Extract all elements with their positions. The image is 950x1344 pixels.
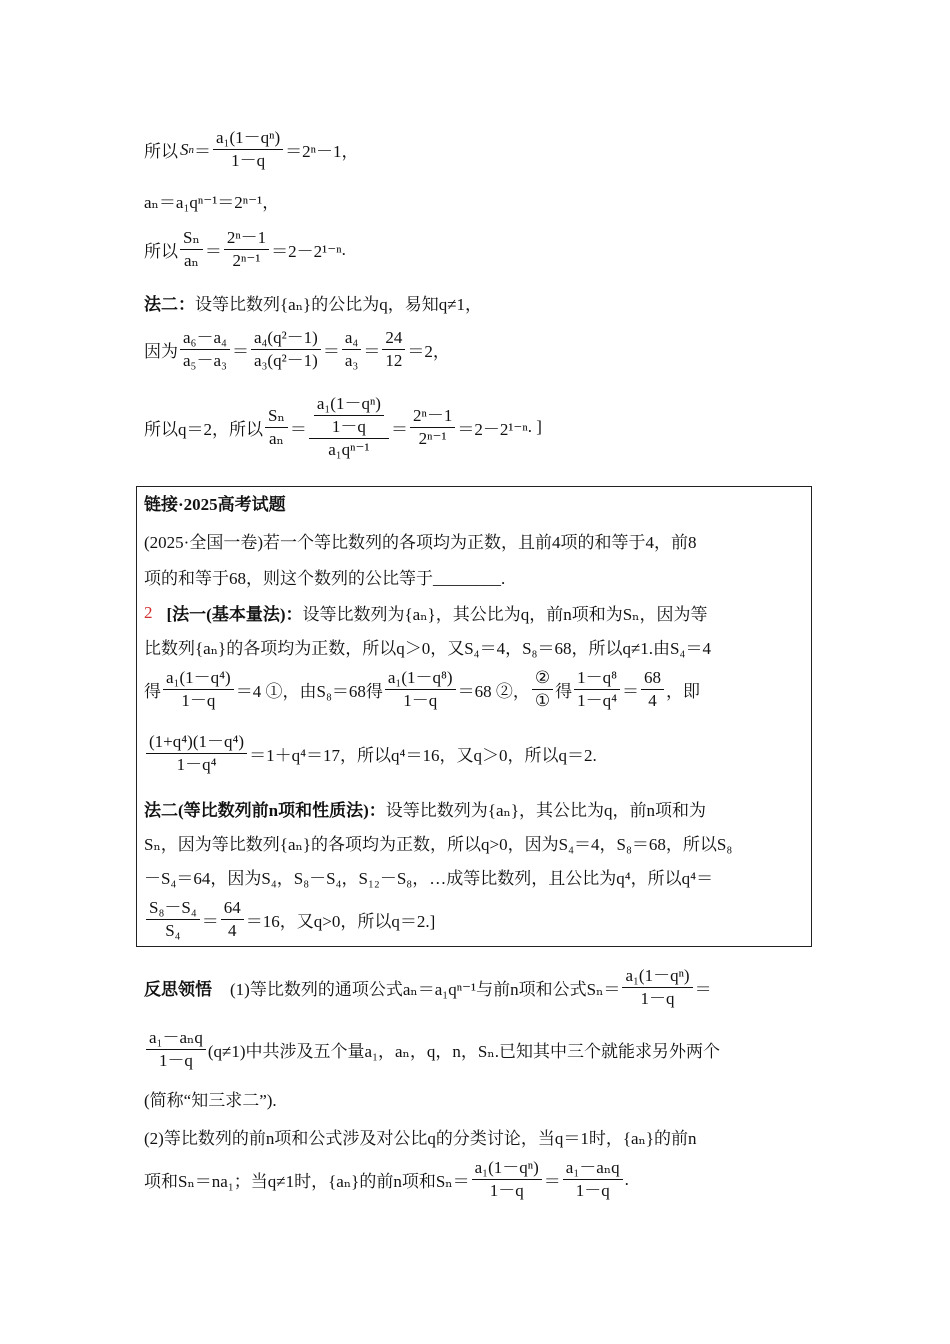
eq: ＝ [390, 419, 408, 439]
eq: ＝ [231, 342, 249, 361]
numerator: a₁－aₙq [563, 1158, 623, 1180]
denominator: 1－q [158, 1051, 193, 1070]
fraction [314, 394, 384, 437]
denominator: S₄ [165, 921, 181, 940]
text: (2025·全国一卷)若一个等比数列的各项均为正数，且前4项的和等于4，前8 [144, 533, 697, 552]
numerator: a₁－aₙq [146, 1028, 206, 1050]
text: 设等比数列{aₙ}的公比为q，易知q≠1， [195, 295, 483, 314]
numerator: a₄ [342, 328, 361, 350]
denominator: 2ⁿ⁻¹ [232, 251, 261, 270]
text: 所以 [144, 142, 178, 161]
text: 项和Sₙ＝na₁；当q≠1时，{aₙ}的前n项和Sₙ＝ [144, 1172, 470, 1191]
text: 得 [144, 682, 161, 701]
eq: ＝ [201, 912, 219, 931]
denominator: a₅－a₃ [183, 351, 227, 370]
text: ＝1＋q⁴＝17，所以q⁴＝16，又q＞0，所以q＝2. [249, 746, 597, 765]
fraction [251, 328, 321, 371]
method1-line-2 [144, 634, 711, 659]
fraction [641, 668, 664, 711]
fraction [622, 966, 692, 1009]
fraction [385, 668, 456, 711]
text: 设等比数列为{aₙ}，其公比为q，前n项和为 [385, 801, 706, 820]
method1-line-1 [144, 600, 708, 625]
denominator: aₙ [183, 251, 199, 270]
eq: ＝ [204, 242, 222, 261]
reflect-line-2 [144, 1028, 720, 1071]
numerator: 2ⁿ－1 [410, 406, 455, 428]
eq: ＝ [363, 342, 381, 361]
box-title [144, 490, 286, 515]
denominator: ① [534, 691, 551, 710]
value: ＝2－2¹⁻ⁿ [457, 419, 528, 439]
fraction [410, 406, 455, 449]
punct: . [341, 239, 346, 259]
fraction [472, 1158, 542, 1201]
text: (简称“知三求二”). [144, 1091, 277, 1110]
denominator: 1－q⁴ [176, 755, 217, 774]
punct: ， [262, 193, 280, 212]
numerator: a₄(q²－1) [251, 328, 321, 350]
numerator: S₈－S₄ [146, 898, 200, 920]
line-an-formula [144, 188, 279, 213]
value: ＝2 [407, 342, 433, 361]
denominator: 2ⁿ⁻¹ [418, 428, 447, 448]
value: ＝2－2¹⁻ⁿ [271, 242, 342, 261]
method-label: [法一(基本量法)： [166, 605, 303, 624]
method2-line-1 [144, 796, 706, 821]
numerator [309, 394, 389, 439]
fraction [224, 228, 269, 271]
method1-line-4 [144, 732, 597, 775]
denominator: a₃(q²－1) [253, 351, 318, 370]
text: (2)等比数列的前n项和公式涉及对公比q的分类讨论，当q＝1时，{aₙ}的前n [144, 1129, 697, 1148]
text: ＝68 ②， [457, 682, 530, 701]
text: 比数列{aₙ}的各项均为正数，所以q＞0，又S₄＝4，S₈＝68，所以q≠1.由S₄＝4 [144, 639, 711, 658]
punct: ， [341, 142, 359, 161]
denominator: aₙ [268, 428, 284, 448]
numerator: (1+q⁴)(1－q⁴) [146, 732, 247, 754]
text: 因为 [144, 342, 178, 361]
fraction [146, 1028, 206, 1071]
text: Sₙ，因为等比数列{aₙ}的各项均为正数，所以q>0，因为S₄＝4，S₈＝68，所以S₈ [144, 835, 733, 854]
method-label: 法二(等比数列前n项和性质法)： [144, 801, 386, 820]
denominator: 1－q [231, 151, 266, 170]
numerator: 2ⁿ－1 [224, 228, 269, 250]
line-sn-formula: 所以 S n ＝ $\frac{\text{a₁(1－qⁿ)}}{1-q}$ ＝2ⁿ－1 ， [144, 128, 359, 170]
question-line-2 [144, 564, 505, 589]
text: ＝4 ①，由S₈＝68得 [235, 682, 383, 701]
method-label: 法二： [144, 295, 195, 314]
numerator: a₆－a₄ [180, 328, 230, 350]
fraction [574, 668, 620, 711]
text: 所以 [144, 242, 178, 261]
text: ＝16，又q>0，所以q＝2.] [245, 912, 436, 931]
punct: ， [432, 342, 450, 361]
line-sn-over-an [144, 228, 346, 271]
denominator: a₁qⁿ⁻¹ [328, 440, 370, 459]
text: ，即 [666, 682, 701, 701]
fraction [180, 228, 203, 271]
method1-line-3 [144, 668, 700, 711]
denominator: a₃ [344, 351, 359, 370]
method2-line-2 [144, 830, 732, 855]
question-line-1 [144, 528, 696, 553]
denominator: 4 [228, 921, 237, 940]
fraction [382, 328, 405, 371]
text: (1)等比数列的通项公式aₙ＝a₁qⁿ⁻¹与前n项和公式Sₙ＝ [230, 980, 621, 999]
eq: ＝ [322, 342, 340, 361]
denominator: 1－q [575, 1181, 610, 1200]
eq: ＝ [289, 419, 307, 439]
fraction [532, 668, 553, 711]
fraction [563, 1158, 623, 1201]
numerator: a₁(1－qⁿ) [314, 394, 384, 416]
denominator: 1－q [181, 691, 216, 710]
compound-fraction [309, 394, 389, 460]
title-text: 链接·2025高考试题 [144, 495, 286, 514]
denominator: 1－q [331, 417, 366, 436]
numerator: Sₙ [265, 406, 288, 428]
numerator: a₁(1－qⁿ) [213, 128, 283, 150]
numerator: 24 [382, 328, 405, 350]
reflect-line-4 [144, 1124, 697, 1149]
text: (q≠1)中共涉及五个量a₁，aₙ，q，n，Sₙ.已知其中三个就能求另外两个 [207, 1042, 720, 1061]
text: aₙ＝a₁qⁿ⁻¹＝2ⁿ⁻¹ [144, 193, 263, 212]
fraction [265, 406, 288, 449]
text: 项的和等于68，则这个数列的公比等于________. [144, 569, 506, 588]
method2-line-4 [144, 898, 435, 941]
denominator: 12 [385, 351, 403, 370]
line-conclusion [144, 394, 542, 460]
text: 得 [555, 682, 573, 701]
denominator: 4 [648, 691, 657, 710]
line-ratio [144, 328, 450, 371]
denominator: 1－q⁴ [577, 691, 618, 710]
fraction [146, 732, 247, 775]
fraction [342, 328, 361, 371]
reflect-label: 反思领悟 [144, 980, 212, 999]
numerator: a₁(1－qⁿ) [472, 1158, 542, 1180]
denominator: 1－q [640, 989, 675, 1008]
denominator: 1－q [489, 1181, 524, 1200]
answer: 2 [144, 602, 153, 622]
line-method2 [144, 290, 482, 315]
fraction [146, 898, 200, 941]
value: ＝2ⁿ－1 [285, 142, 342, 161]
numerator: a₁(1－q⁸) [385, 668, 456, 690]
text: 所以q＝2，所以 [144, 419, 263, 439]
eq: ＝ [694, 980, 712, 999]
method2-line-3 [144, 864, 713, 889]
punct: . ] [527, 417, 542, 436]
eq: ＝ [622, 682, 640, 701]
text: 设等比数列为{aₙ}，其公比为q，前n项和为Sₙ，因为等 [302, 605, 708, 624]
numerator: 1－q⁸ [574, 668, 620, 690]
reflect-line-5: 项和Sₙ＝na₁；当q≠1时，{aₙ}的前n项和Sₙ＝ $\frac{\text{a₁(1－qⁿ)}}{1-q}$ ＝ $\frac{\text{a₁－aₙq}}{1-q}$ . [144, 1158, 629, 1200]
fraction [221, 898, 244, 941]
fraction [180, 328, 230, 371]
numerator: 68 [641, 668, 664, 690]
eq: ＝ [194, 142, 211, 161]
fraction [163, 668, 234, 711]
numerator: 64 [221, 898, 244, 920]
eq: ＝ [543, 1172, 561, 1191]
reflect-line-3 [144, 1086, 277, 1111]
text: －S₄＝64，因为S₄，S₈－S₄，S₁₂－S₈，…成等比数列，且公比为q⁴，所以q⁴＝ [144, 869, 714, 888]
numerator: ② [532, 668, 553, 690]
reflect-line-1 [144, 966, 712, 1009]
numerator: a₁(1－qⁿ) [622, 966, 692, 988]
numerator: Sₙ [180, 228, 203, 250]
denominator: 1－q [403, 691, 438, 710]
fraction [213, 128, 283, 171]
numerator: a₁(1－q⁴) [163, 668, 234, 690]
